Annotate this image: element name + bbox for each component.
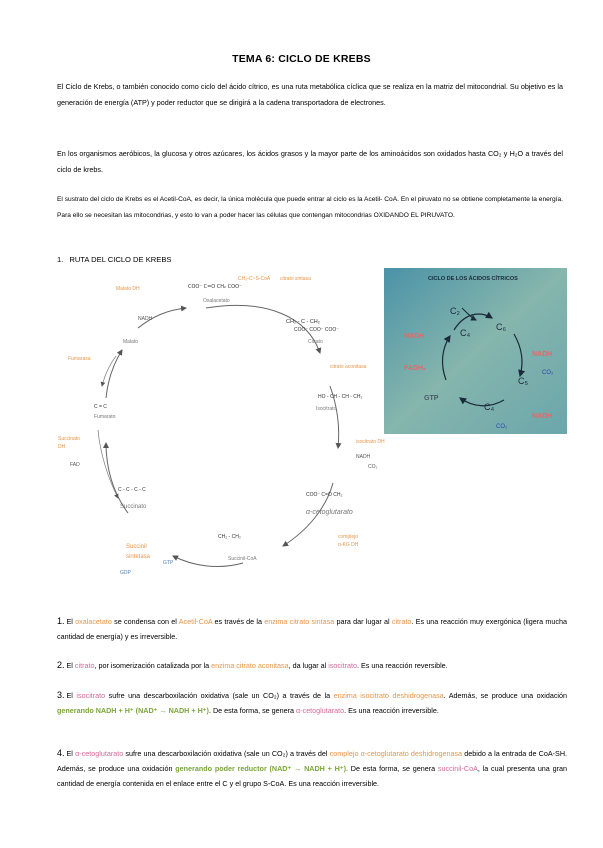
citrate-structure-2: COO⁻ COO⁻ COO⁻ xyxy=(294,327,339,333)
label-malate-dh: Malato DH xyxy=(116,286,140,292)
step-4-text-g: . De esta forma, se genera xyxy=(346,764,438,773)
krebs-cycle-diagram xyxy=(58,268,404,588)
photo-c4: C₄ xyxy=(460,328,471,338)
step-4-text-c: sufre una descarboxilación oxidativa (sale un CO₂) a través del xyxy=(123,749,330,758)
step-2-number: 2. xyxy=(57,660,65,670)
step-3-text-a: El xyxy=(66,691,77,700)
label-kg-complex-1: complejo xyxy=(338,534,359,540)
photo-title: CICLO DE LOS ÁCIDOS CÍTRICOS xyxy=(428,276,518,282)
photo-fadh2: FADH₂ xyxy=(404,365,427,372)
label-alpha-kg: α-cetoglutarato xyxy=(306,509,353,516)
step-3-enzyme: enzima isocitrato deshidrogenasa xyxy=(333,691,444,700)
step-2-text-a: El xyxy=(66,661,75,670)
label-isocitrate: Isocitrato xyxy=(316,406,337,412)
section-heading xyxy=(57,255,171,264)
photo-co2-b: CO₂ xyxy=(496,424,508,430)
label-nadh-2: NADH xyxy=(138,316,153,322)
page-title: TEMA 6: CICLO DE KREBS xyxy=(232,53,371,65)
label-kg-complex-2: α-KG DH xyxy=(338,542,359,548)
label-succinate: Succinato xyxy=(120,504,147,510)
step-1-text-g: para dar lugar al xyxy=(334,617,392,626)
label-gtp: GTP xyxy=(163,560,174,566)
step-4-nadh: generando poder reductor (NAD⁺ → NADH + H⁺) xyxy=(175,764,347,773)
label-acetyl-coa: CH₃-C~S-CoA xyxy=(238,276,271,282)
step-4-text-a: El xyxy=(66,749,76,758)
photo-c6: C₆ xyxy=(496,322,507,332)
step-2 xyxy=(57,658,567,673)
photo-nadh-2: NADH xyxy=(532,351,553,358)
step-4-number: 4. xyxy=(57,748,65,758)
oxaloacetate-structure: COO⁻ C=O CH₂ COO⁻ xyxy=(188,284,242,290)
step-4-text-i: , la cual presenta una gran cantidad de energía contenida en el enlace entre el C y el grupo S-CoA. Es una reacción irreversible. xyxy=(57,764,567,788)
label-succinate-dh-1: Succinato xyxy=(58,436,80,442)
intro-paragraph-1: El Ciclo de Krebs, o también conocido como ciclo del ácido cítrico, es una ruta metabólica cíclica que se realiza en la matriz del mitocondrial. Su objetivo es la generación de energía (ATP) y poder reductor que se dirigirá a la cadena transportadora de electrones. xyxy=(57,82,563,107)
photo-c2: C₂ xyxy=(450,306,460,316)
photo-c5: C₅ xyxy=(518,376,529,386)
section-number: 1. xyxy=(57,255,64,264)
label-succinate-dh-2: DH xyxy=(58,444,66,450)
step-3-text-e: . Además, se produce una oxidación xyxy=(443,691,568,700)
isocitrate-structure: HO - CH - CH - CH₂ xyxy=(318,394,363,400)
step-4-akg: α-cetoglutarato xyxy=(75,749,124,758)
label-succinyl-synthetase-2: sintetasa xyxy=(126,554,151,560)
step-4 xyxy=(57,746,567,791)
step-1 xyxy=(57,614,567,644)
step-3-number: 3. xyxy=(57,690,65,700)
label-co2-1: CO₂ xyxy=(368,464,378,470)
photo-nadh-3: NADH xyxy=(532,413,553,420)
succinate-structure: C - C - C - C xyxy=(118,487,146,493)
label-oxaloacetate: Oxalacetato xyxy=(203,298,230,304)
step-3-text-g: . De esta forma, se genera xyxy=(208,706,297,715)
step-1-enzyme: enzima citrato sintasa xyxy=(264,617,335,626)
step-1-text-e: es través de la xyxy=(212,617,265,626)
akg-structure: COO⁻ C=O CH₂ xyxy=(306,492,343,498)
label-succinyl-coa: Succinil-CoA xyxy=(228,556,257,562)
step-4-complex: complejo α-cetoglutarato deshidrogenasa xyxy=(329,749,463,758)
citric-acid-cycle-photo xyxy=(384,268,567,434)
photo-c4b: C₄ xyxy=(484,402,495,412)
step-1-text-c: se condensa con el xyxy=(111,617,179,626)
label-citrate: Citrato xyxy=(308,339,323,345)
label-gdp: GDP xyxy=(120,570,131,576)
step-3 xyxy=(57,688,567,718)
step-3-text-i: . Es una reacción irreversible. xyxy=(344,706,439,715)
step-2-citrate: citrato xyxy=(74,661,95,670)
step-2-text-e: , da lugar al xyxy=(288,661,329,670)
label-fad: FAD xyxy=(70,462,80,468)
step-3-nadh: generando NADH + H⁺ (NAD⁺ → NADH + H⁺) xyxy=(57,706,209,715)
step-1-oxaloacetate: oxalacetato xyxy=(75,617,112,626)
label-nadh-1: NADH xyxy=(356,454,371,460)
photo-nadh-1: NADH xyxy=(404,333,425,340)
step-2-text-g: . Es una reacción reversible. xyxy=(356,661,448,670)
intro-paragraph-3: El sustrato del ciclo de Krebs es el Acetil-CoA, es decir, la única molécula que puede entrar al ciclo es la Acetil- CoA. En el piruvato no se obtiene completamente la energía. Para ello se necesitan las mitocondrias, y esto lo van a poder hacer las células que contengan mitocondrias OXIDANDO EL PIRUVATO. xyxy=(57,196,563,219)
label-malate: Malato xyxy=(123,339,139,345)
step-4-text-e: debido a la entrada de CoA-SH. Además, se produce una oxidación xyxy=(57,749,568,773)
photo-co2-a: CO₂ xyxy=(542,370,554,376)
step-2-isocitrate: isocitrato xyxy=(328,661,357,670)
step-1-citrate: citrato xyxy=(391,617,412,626)
step-2-text-c: , por isomerización catalizada por la xyxy=(94,661,212,670)
step-1-text-a: El xyxy=(66,617,76,626)
photo-gtp: GTP xyxy=(424,395,439,402)
step-1-acetyl-coa: Acetil-CoA xyxy=(178,617,213,626)
step-2-enzyme: enzima citrato aconitasa xyxy=(211,661,289,670)
label-succinyl-synthetase-1: Succinil xyxy=(126,544,147,550)
label-aconitase: citrato aconitasa xyxy=(330,364,367,370)
step-1-number: 1. xyxy=(57,616,65,626)
step-4-succinyl-coa: succinil-CoA xyxy=(437,764,478,773)
intro-paragraph-2: En los organismos aeróbicos, la glucosa y otros azúcares, los ácidos grasos y la mayor parte de los aminoácidos son oxidados hasta CO₂ y H₂O a través del ciclo de krebs. xyxy=(57,149,563,174)
step-3-text-c: sufre una descarboxilación oxidativa (sale un CO₂) a través de la xyxy=(105,691,334,700)
section-label: RUTA DEL CICLO DE KREBS xyxy=(69,255,172,264)
label-citrate-synthase: citrato sintasa xyxy=(280,276,311,282)
label-fumarate: Fumarato xyxy=(94,414,116,420)
fumarate-structure: C = C xyxy=(94,404,107,410)
succinyl-structure: CH₂ - CH₂ xyxy=(218,534,241,540)
step-3-isocitrate: isocitrato xyxy=(76,691,106,700)
step-3-akg: α-cetoglutarato xyxy=(296,706,345,715)
label-fumarase: Fumarasa xyxy=(68,356,91,362)
arrow-fumarate-malate xyxy=(106,350,122,398)
step-1-text-i: . Es una reacción muy exergónica (ligera mucha cantidad de energía) y es irreversible. xyxy=(57,617,567,641)
label-isocitrate-dh: isocitrato DH xyxy=(356,439,385,445)
citrate-structure: CH₂ - C - CH₂ xyxy=(286,319,320,325)
